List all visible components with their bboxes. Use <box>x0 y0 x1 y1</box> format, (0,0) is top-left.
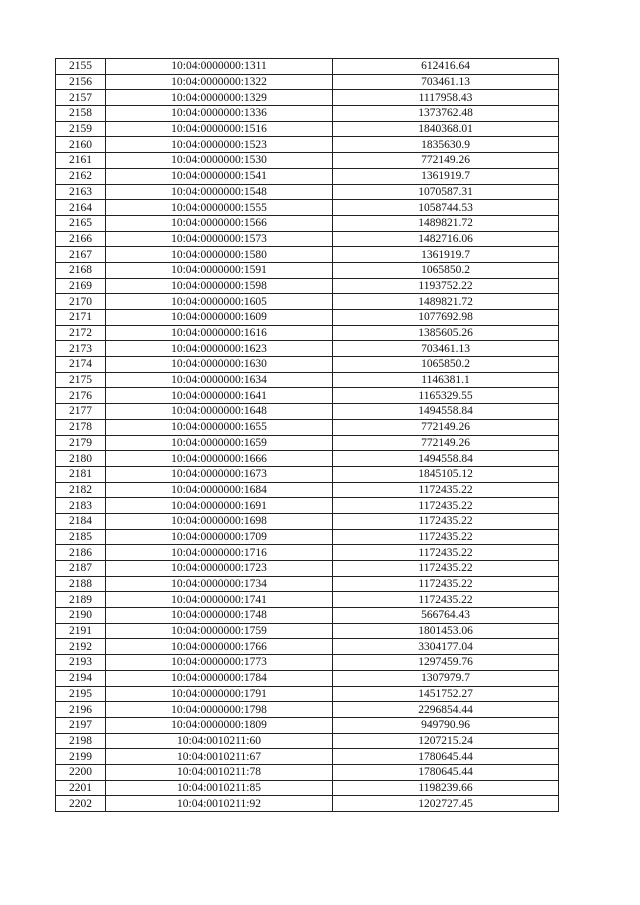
cadastral-number-cell: 10:04:0010211:60 <box>106 733 333 749</box>
table-row <box>56 561 559 577</box>
row-number-cell: 2191 <box>56 623 106 639</box>
row-number-cell: 2179 <box>56 435 106 451</box>
cadastral-number-cell: 10:04:0000000:1630 <box>106 357 333 373</box>
value-cell: 2296854.44 <box>333 702 559 718</box>
cadastral-number-cell: 10:04:0000000:1322 <box>106 74 333 90</box>
table-row <box>56 388 559 404</box>
row-number-cell: 2173 <box>56 341 106 357</box>
table-row <box>56 608 559 624</box>
value-cell: 1058744.53 <box>333 200 559 216</box>
table-row <box>56 90 559 106</box>
value-cell: 772149.26 <box>333 435 559 451</box>
value-cell: 1361919.7 <box>333 168 559 184</box>
table-row <box>56 137 559 153</box>
row-number-cell: 2195 <box>56 686 106 702</box>
value-cell: 703461.13 <box>333 74 559 90</box>
table-row <box>56 780 559 796</box>
table-row <box>56 639 559 655</box>
value-cell: 1780645.44 <box>333 749 559 765</box>
cadastral-number-cell: 10:04:0000000:1791 <box>106 686 333 702</box>
row-number-cell: 2202 <box>56 796 106 812</box>
value-cell: 1482716.06 <box>333 231 559 247</box>
value-cell: 1451752.27 <box>333 686 559 702</box>
cadastral-number-cell: 10:04:0000000:1566 <box>106 215 333 231</box>
cadastral-number-cell: 10:04:0000000:1734 <box>106 576 333 592</box>
row-number-cell: 2171 <box>56 310 106 326</box>
table-row <box>56 294 559 310</box>
row-number-cell: 2165 <box>56 215 106 231</box>
cadastral-number-cell: 10:04:0000000:1748 <box>106 608 333 624</box>
value-cell: 1202727.45 <box>333 796 559 812</box>
row-number-cell: 2183 <box>56 498 106 514</box>
cadastral-number-cell: 10:04:0000000:1709 <box>106 529 333 545</box>
row-number-cell: 2196 <box>56 702 106 718</box>
cadastral-number-cell: 10:04:0000000:1666 <box>106 451 333 467</box>
value-cell: 1165329.55 <box>333 388 559 404</box>
row-number-cell: 2198 <box>56 733 106 749</box>
table-row <box>56 702 559 718</box>
table-row <box>56 513 559 529</box>
table-row <box>56 341 559 357</box>
table-row <box>56 764 559 780</box>
table-body <box>56 59 559 812</box>
table-row <box>56 200 559 216</box>
row-number-cell: 2187 <box>56 561 106 577</box>
row-number-cell: 2176 <box>56 388 106 404</box>
value-cell: 1361919.7 <box>333 247 559 263</box>
cadastral-number-cell: 10:04:0000000:1573 <box>106 231 333 247</box>
table-row <box>56 592 559 608</box>
value-cell: 1146381.1 <box>333 372 559 388</box>
cadastral-number-cell: 10:04:0000000:1809 <box>106 717 333 733</box>
cadastral-number-cell: 10:04:0000000:1523 <box>106 137 333 153</box>
cadastral-number-cell: 10:04:0000000:1623 <box>106 341 333 357</box>
value-cell: 1172435.22 <box>333 482 559 498</box>
table-row <box>56 184 559 200</box>
table-row <box>56 733 559 749</box>
value-cell: 1117958.43 <box>333 90 559 106</box>
cadastral-number-cell: 10:04:0000000:1530 <box>106 153 333 169</box>
table-row <box>56 655 559 671</box>
cadastral-number-cell: 10:04:0010211:85 <box>106 780 333 796</box>
cadastral-number-cell: 10:04:0000000:1784 <box>106 670 333 686</box>
row-number-cell: 2167 <box>56 247 106 263</box>
cadastral-number-cell: 10:04:0000000:1673 <box>106 466 333 482</box>
row-number-cell: 2199 <box>56 749 106 765</box>
cadastral-number-cell: 10:04:0000000:1609 <box>106 310 333 326</box>
value-cell: 772149.26 <box>333 153 559 169</box>
cadastral-number-cell: 10:04:0000000:1655 <box>106 419 333 435</box>
table-row <box>56 404 559 420</box>
row-number-cell: 2155 <box>56 59 106 75</box>
table-row <box>56 717 559 733</box>
value-cell: 1070587.31 <box>333 184 559 200</box>
value-cell: 1489821.72 <box>333 215 559 231</box>
cadastral-number-cell: 10:04:0000000:1691 <box>106 498 333 514</box>
row-number-cell: 2184 <box>56 513 106 529</box>
cadastral-number-cell: 10:04:0000000:1698 <box>106 513 333 529</box>
table-row <box>56 262 559 278</box>
table-row <box>56 153 559 169</box>
value-cell: 1385605.26 <box>333 325 559 341</box>
row-number-cell: 2188 <box>56 576 106 592</box>
cadastral-number-cell: 10:04:0000000:1311 <box>106 59 333 75</box>
value-cell: 1172435.22 <box>333 561 559 577</box>
value-cell: 1198239.66 <box>333 780 559 796</box>
row-number-cell: 2163 <box>56 184 106 200</box>
row-number-cell: 2197 <box>56 717 106 733</box>
cadastral-number-cell: 10:04:0000000:1605 <box>106 294 333 310</box>
row-number-cell: 2194 <box>56 670 106 686</box>
value-cell: 1780645.44 <box>333 764 559 780</box>
row-number-cell: 2178 <box>56 419 106 435</box>
row-number-cell: 2177 <box>56 404 106 420</box>
row-number-cell: 2166 <box>56 231 106 247</box>
table-row <box>56 168 559 184</box>
table-row <box>56 796 559 812</box>
cadastral-number-cell: 10:04:0010211:67 <box>106 749 333 765</box>
cadastral-number-cell: 10:04:0000000:1336 <box>106 106 333 122</box>
cadastral-number-cell: 10:04:0010211:78 <box>106 764 333 780</box>
cadastral-number-cell: 10:04:0000000:1684 <box>106 482 333 498</box>
row-number-cell: 2192 <box>56 639 106 655</box>
row-number-cell: 2193 <box>56 655 106 671</box>
row-number-cell: 2158 <box>56 106 106 122</box>
table-row <box>56 686 559 702</box>
cadastral-value-table <box>55 58 559 812</box>
cadastral-number-cell: 10:04:0010211:92 <box>106 796 333 812</box>
cadastral-number-cell: 10:04:0000000:1634 <box>106 372 333 388</box>
table-row <box>56 451 559 467</box>
value-cell: 1307979.7 <box>333 670 559 686</box>
table-row <box>56 372 559 388</box>
row-number-cell: 2182 <box>56 482 106 498</box>
row-number-cell: 2159 <box>56 121 106 137</box>
row-number-cell: 2189 <box>56 592 106 608</box>
value-cell: 1077692.98 <box>333 310 559 326</box>
table-row <box>56 278 559 294</box>
row-number-cell: 2170 <box>56 294 106 310</box>
cadastral-number-cell: 10:04:0000000:1641 <box>106 388 333 404</box>
table-row <box>56 121 559 137</box>
value-cell: 612416.64 <box>333 59 559 75</box>
table-row <box>56 74 559 90</box>
cadastral-number-cell: 10:04:0000000:1648 <box>106 404 333 420</box>
value-cell: 1065850.2 <box>333 357 559 373</box>
table-row <box>56 749 559 765</box>
table-row <box>56 59 559 75</box>
value-cell: 1840368.01 <box>333 121 559 137</box>
row-number-cell: 2164 <box>56 200 106 216</box>
row-number-cell: 2175 <box>56 372 106 388</box>
row-number-cell: 2174 <box>56 357 106 373</box>
value-cell: 1489821.72 <box>333 294 559 310</box>
row-number-cell: 2186 <box>56 545 106 561</box>
table-row <box>56 215 559 231</box>
table-row <box>56 357 559 373</box>
row-number-cell: 2169 <box>56 278 106 294</box>
row-number-cell: 2180 <box>56 451 106 467</box>
cadastral-number-cell: 10:04:0000000:1516 <box>106 121 333 137</box>
value-cell: 1373762.48 <box>333 106 559 122</box>
cadastral-number-cell: 10:04:0000000:1659 <box>106 435 333 451</box>
table-row <box>56 576 559 592</box>
table-row <box>56 529 559 545</box>
value-cell: 949790.96 <box>333 717 559 733</box>
table-row <box>56 482 559 498</box>
table-row <box>56 310 559 326</box>
row-number-cell: 2181 <box>56 466 106 482</box>
value-cell: 703461.13 <box>333 341 559 357</box>
value-cell: 1172435.22 <box>333 529 559 545</box>
row-number-cell: 2156 <box>56 74 106 90</box>
value-cell: 1065850.2 <box>333 262 559 278</box>
value-cell: 1172435.22 <box>333 576 559 592</box>
row-number-cell: 2200 <box>56 764 106 780</box>
cadastral-number-cell: 10:04:0000000:1580 <box>106 247 333 263</box>
table-row <box>56 106 559 122</box>
value-cell: 1494558.84 <box>333 451 559 467</box>
row-number-cell: 2172 <box>56 325 106 341</box>
row-number-cell: 2157 <box>56 90 106 106</box>
table-row <box>56 623 559 639</box>
cadastral-number-cell: 10:04:0000000:1616 <box>106 325 333 341</box>
row-number-cell: 2168 <box>56 262 106 278</box>
row-number-cell: 2161 <box>56 153 106 169</box>
row-number-cell: 2185 <box>56 529 106 545</box>
value-cell: 1172435.22 <box>333 498 559 514</box>
value-cell: 3304177.04 <box>333 639 559 655</box>
table-row <box>56 498 559 514</box>
cadastral-number-cell: 10:04:0000000:1773 <box>106 655 333 671</box>
value-cell: 1835630.9 <box>333 137 559 153</box>
cadastral-number-cell: 10:04:0000000:1723 <box>106 561 333 577</box>
value-cell: 1801453.06 <box>333 623 559 639</box>
cadastral-number-cell: 10:04:0000000:1548 <box>106 184 333 200</box>
table-row <box>56 419 559 435</box>
cadastral-number-cell: 10:04:0000000:1598 <box>106 278 333 294</box>
cadastral-number-cell: 10:04:0000000:1555 <box>106 200 333 216</box>
table-row <box>56 466 559 482</box>
value-cell: 566764.43 <box>333 608 559 624</box>
cadastral-number-cell: 10:04:0000000:1741 <box>106 592 333 608</box>
row-number-cell: 2160 <box>56 137 106 153</box>
cadastral-number-cell: 10:04:0000000:1766 <box>106 639 333 655</box>
value-cell: 772149.26 <box>333 419 559 435</box>
value-cell: 1297459.76 <box>333 655 559 671</box>
value-cell: 1207215.24 <box>333 733 559 749</box>
row-number-cell: 2190 <box>56 608 106 624</box>
value-cell: 1845105.12 <box>333 466 559 482</box>
cadastral-number-cell: 10:04:0000000:1798 <box>106 702 333 718</box>
row-number-cell: 2162 <box>56 168 106 184</box>
table-row <box>56 670 559 686</box>
value-cell: 1172435.22 <box>333 513 559 529</box>
row-number-cell: 2201 <box>56 780 106 796</box>
table-row <box>56 435 559 451</box>
value-cell: 1494558.84 <box>333 404 559 420</box>
cadastral-number-cell: 10:04:0000000:1759 <box>106 623 333 639</box>
value-cell: 1193752.22 <box>333 278 559 294</box>
cadastral-number-cell: 10:04:0000000:1716 <box>106 545 333 561</box>
cadastral-number-cell: 10:04:0000000:1591 <box>106 262 333 278</box>
table-row <box>56 247 559 263</box>
table-row <box>56 325 559 341</box>
cadastral-number-cell: 10:04:0000000:1541 <box>106 168 333 184</box>
value-cell: 1172435.22 <box>333 545 559 561</box>
value-cell: 1172435.22 <box>333 592 559 608</box>
table-row <box>56 545 559 561</box>
table-row <box>56 231 559 247</box>
cadastral-number-cell: 10:04:0000000:1329 <box>106 90 333 106</box>
